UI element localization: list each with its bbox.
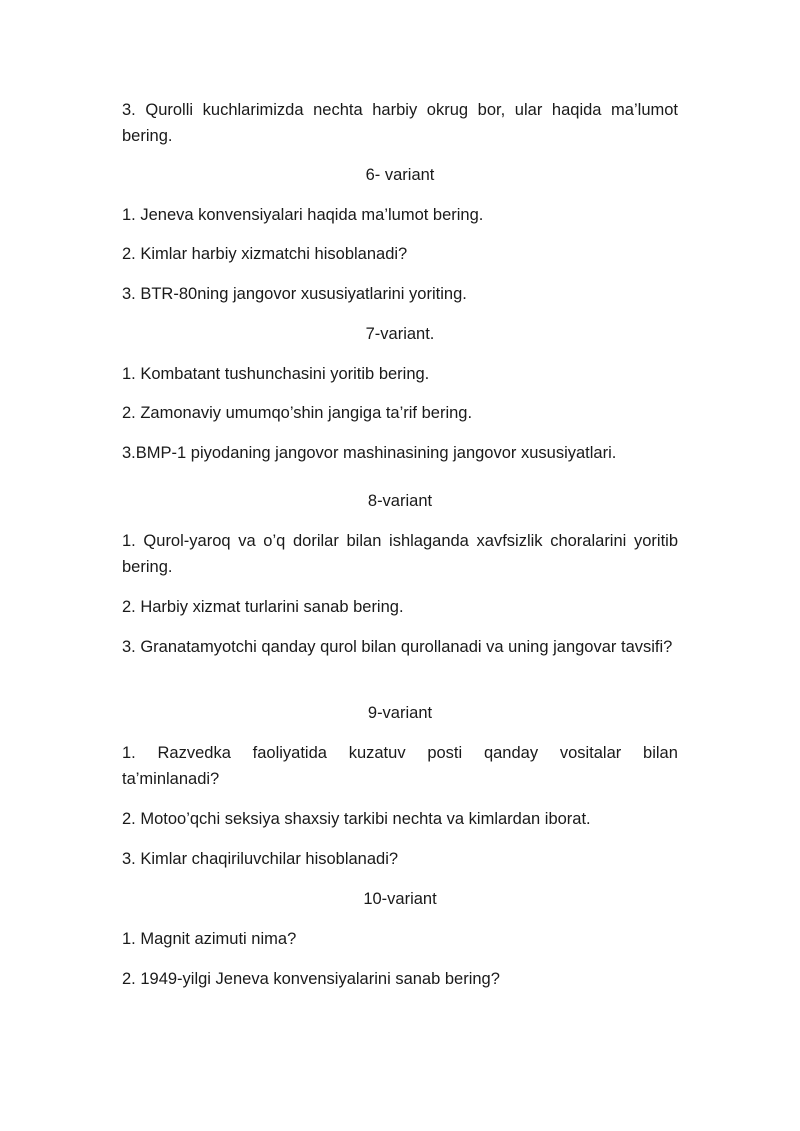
question-8-1: 1. Qurol-yaroq va o’q dorilar bilan ishlaganda xavfsizlik choralarini yoritib bering. [122, 532, 678, 576]
question-6-1: 1. Jeneva konvensiyalari haqida ma’lumot bering. [122, 206, 484, 224]
question-10-1: 1. Magnit azimuti nima? [122, 930, 297, 948]
question-9-3: 3. Kimlar chaqiriluvchilar hisoblanadi? [122, 850, 399, 868]
question-9-2: 2. Motoo’qchi seksiya shaxsiy tarkibi nechta va kimlardan iborat. [122, 810, 591, 828]
variant-7-heading: 7-variant. [365, 325, 435, 343]
variant-9-heading: 9-variant [367, 704, 433, 722]
question-9-1-word: Razvedka [157, 744, 231, 762]
question-8-3: 3. Granatamyotchi qanday qurol bilan qurollanadi va uning jangovar tavsifi? [122, 638, 673, 656]
question-7-3: 3.BMP-1 piyodaning jangovor mashinasining jangovor xususiyatlari. [122, 444, 617, 462]
question-10-2: 2. 1949-yilgi Jeneva konvensiyalarini sanab bering? [122, 970, 500, 988]
question-9-1-word: vositalar [559, 744, 622, 762]
question-6-3: 3. BTR-80ning jangovor xususiyatlarini yoriting. [122, 285, 467, 303]
question-9-1 [122, 740, 678, 792]
question-9-1-word: kuzatuv [348, 744, 406, 762]
variant-10-heading: 10-variant [363, 890, 437, 908]
question-9-1-word: posti [427, 744, 463, 762]
variant-6-heading: 6- variant [365, 166, 435, 184]
variant-8-heading: 8-variant [367, 492, 433, 510]
question-7-1: 1. Kombatant tushunchasini yoritib bering. [122, 365, 430, 383]
question-7-2: 2. Zamonaviy umumqo’shin jangiga ta’rif bering. [122, 404, 473, 422]
question-8-2: 2. Harbiy xizmat turlarini sanab bering. [122, 598, 404, 616]
question-6-2: 2. Kimlar harbiy xizmatchi hisoblanadi? [122, 245, 408, 263]
question-9-1-word: faoliyatida [252, 744, 327, 762]
question-5-3: 3. Qurolli kuchlarimizda nechta harbiy okrug bor, ular haqida ma’lumot bering. [122, 101, 678, 145]
question-9-1-line-1 [122, 740, 678, 766]
question-9-1-word: qanday [483, 744, 539, 762]
question-9-1-word: 1. [122, 744, 136, 762]
question-9-1-word: bilan [643, 744, 678, 762]
question-9-1-line-2: ta’minlanadi? [122, 770, 220, 788]
